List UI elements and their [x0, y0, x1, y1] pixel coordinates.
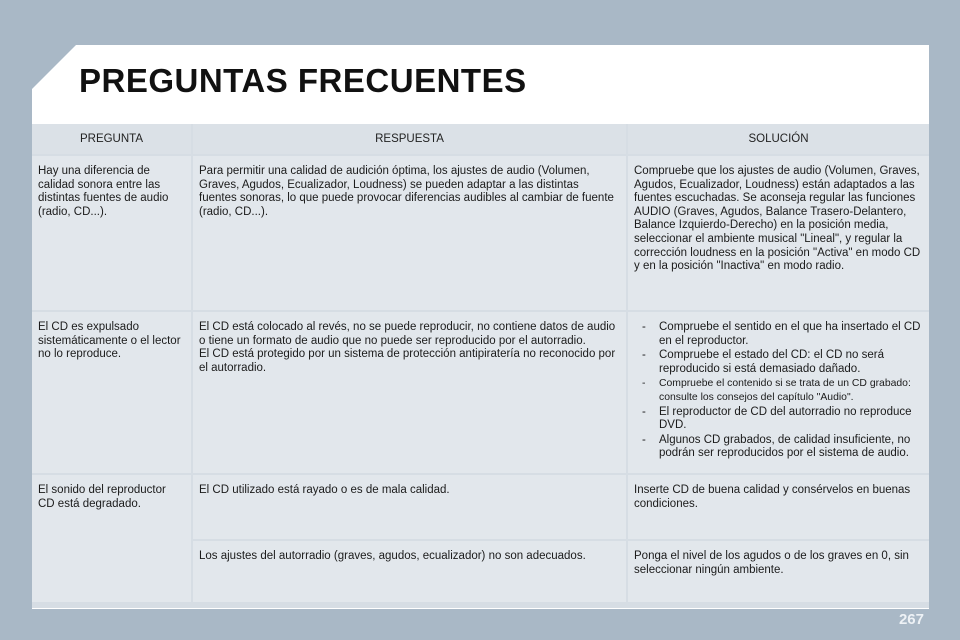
- row-1-solution: Compruebe que los ajustes de audio (Volumen, Graves, Agudos, Ecualizador, Loudness) están adaptados a las fuentes escuchadas. Se aconseja regular las funciones AUDIO (Graves, Agudos, Balance Trasero-Delantero, Balance Izquierdo-Derecho) en la posición media, seleccionar el ambiente musical "Lineal", y regular la corrección loudness en la posición "Activa" en modo CD y en la posición "Inactiva" en modo radio.: [628, 156, 929, 310]
- header-question: PREGUNTA: [32, 124, 191, 154]
- solution-item: - Compruebe el sentido en el que ha insertado el CD en el reproductor.: [642, 321, 922, 348]
- row-2-solution: [628, 312, 929, 473]
- header-answer: RESPUESTA: [193, 124, 626, 154]
- page-title: PREGUNTAS FRECUENTES: [79, 62, 527, 99]
- row-3-question: El sonido del reproductor CD está degradado.: [32, 475, 191, 602]
- row-2-question: El CD es expulsado sistemáticamente o el lector no lo reproduce.: [32, 312, 191, 473]
- row-4-answer: Los ajustes del autorradio (graves, agudos, ecualizador) no son adecuados.: [193, 541, 626, 602]
- solution-item: - Algunos CD grabados, de calidad insuficiente, no podrán ser reproducidos por el sistema de audio.: [642, 434, 922, 461]
- row-1-question: Hay una diferencia de calidad sonora entre las distintas fuentes de audio (radio, CD...).: [32, 156, 191, 310]
- row-4-solution: Ponga el nivel de los agudos o de los graves en 0, sin seleccionar ningún ambiente.: [628, 541, 929, 602]
- row-1-answer: Para permitir una calidad de audición óptima, los ajustes de audio (Volumen, Graves, Agudos, Ecualizador, Loudness) se pueden adaptar a las distintas fuentes sonoras, lo que puede provocar diferencias audibles al cambiar de fuente (radio, CD...).: [193, 156, 626, 310]
- row-2-answer-line-2: El CD está protegido por un sistema de protección antipiratería no reconocido por el autorradio.: [199, 348, 616, 374]
- row-2-answer: [193, 312, 626, 473]
- row-3-answer: El CD utilizado está rayado o es de mala calidad.: [193, 475, 626, 539]
- solution-item: - El reproductor de CD del autorradio no reproduce DVD.: [642, 406, 922, 433]
- header-solution: SOLUCIÓN: [628, 124, 929, 154]
- solution-item: - Compruebe el estado del CD: el CD no será reproducido si está demasiado dañado.: [642, 349, 922, 376]
- row-2-answer-line-1: El CD está colocado al revés, no se puede reproducir, no contiene datos de audio o tiene un formato de audio que no puede ser reproducido por el autorradio.: [199, 321, 616, 347]
- row-3-solution: Inserte CD de buena calidad y consérvelos en buenas condiciones.: [628, 475, 929, 539]
- faq-table: [32, 124, 929, 608]
- row-2-solution-list: [634, 321, 922, 461]
- solution-item: - Compruebe el contenido si se trata de un CD grabado: consulte los consejos del capítulo "Audio".: [642, 377, 922, 404]
- page-number: 267: [898, 611, 924, 628]
